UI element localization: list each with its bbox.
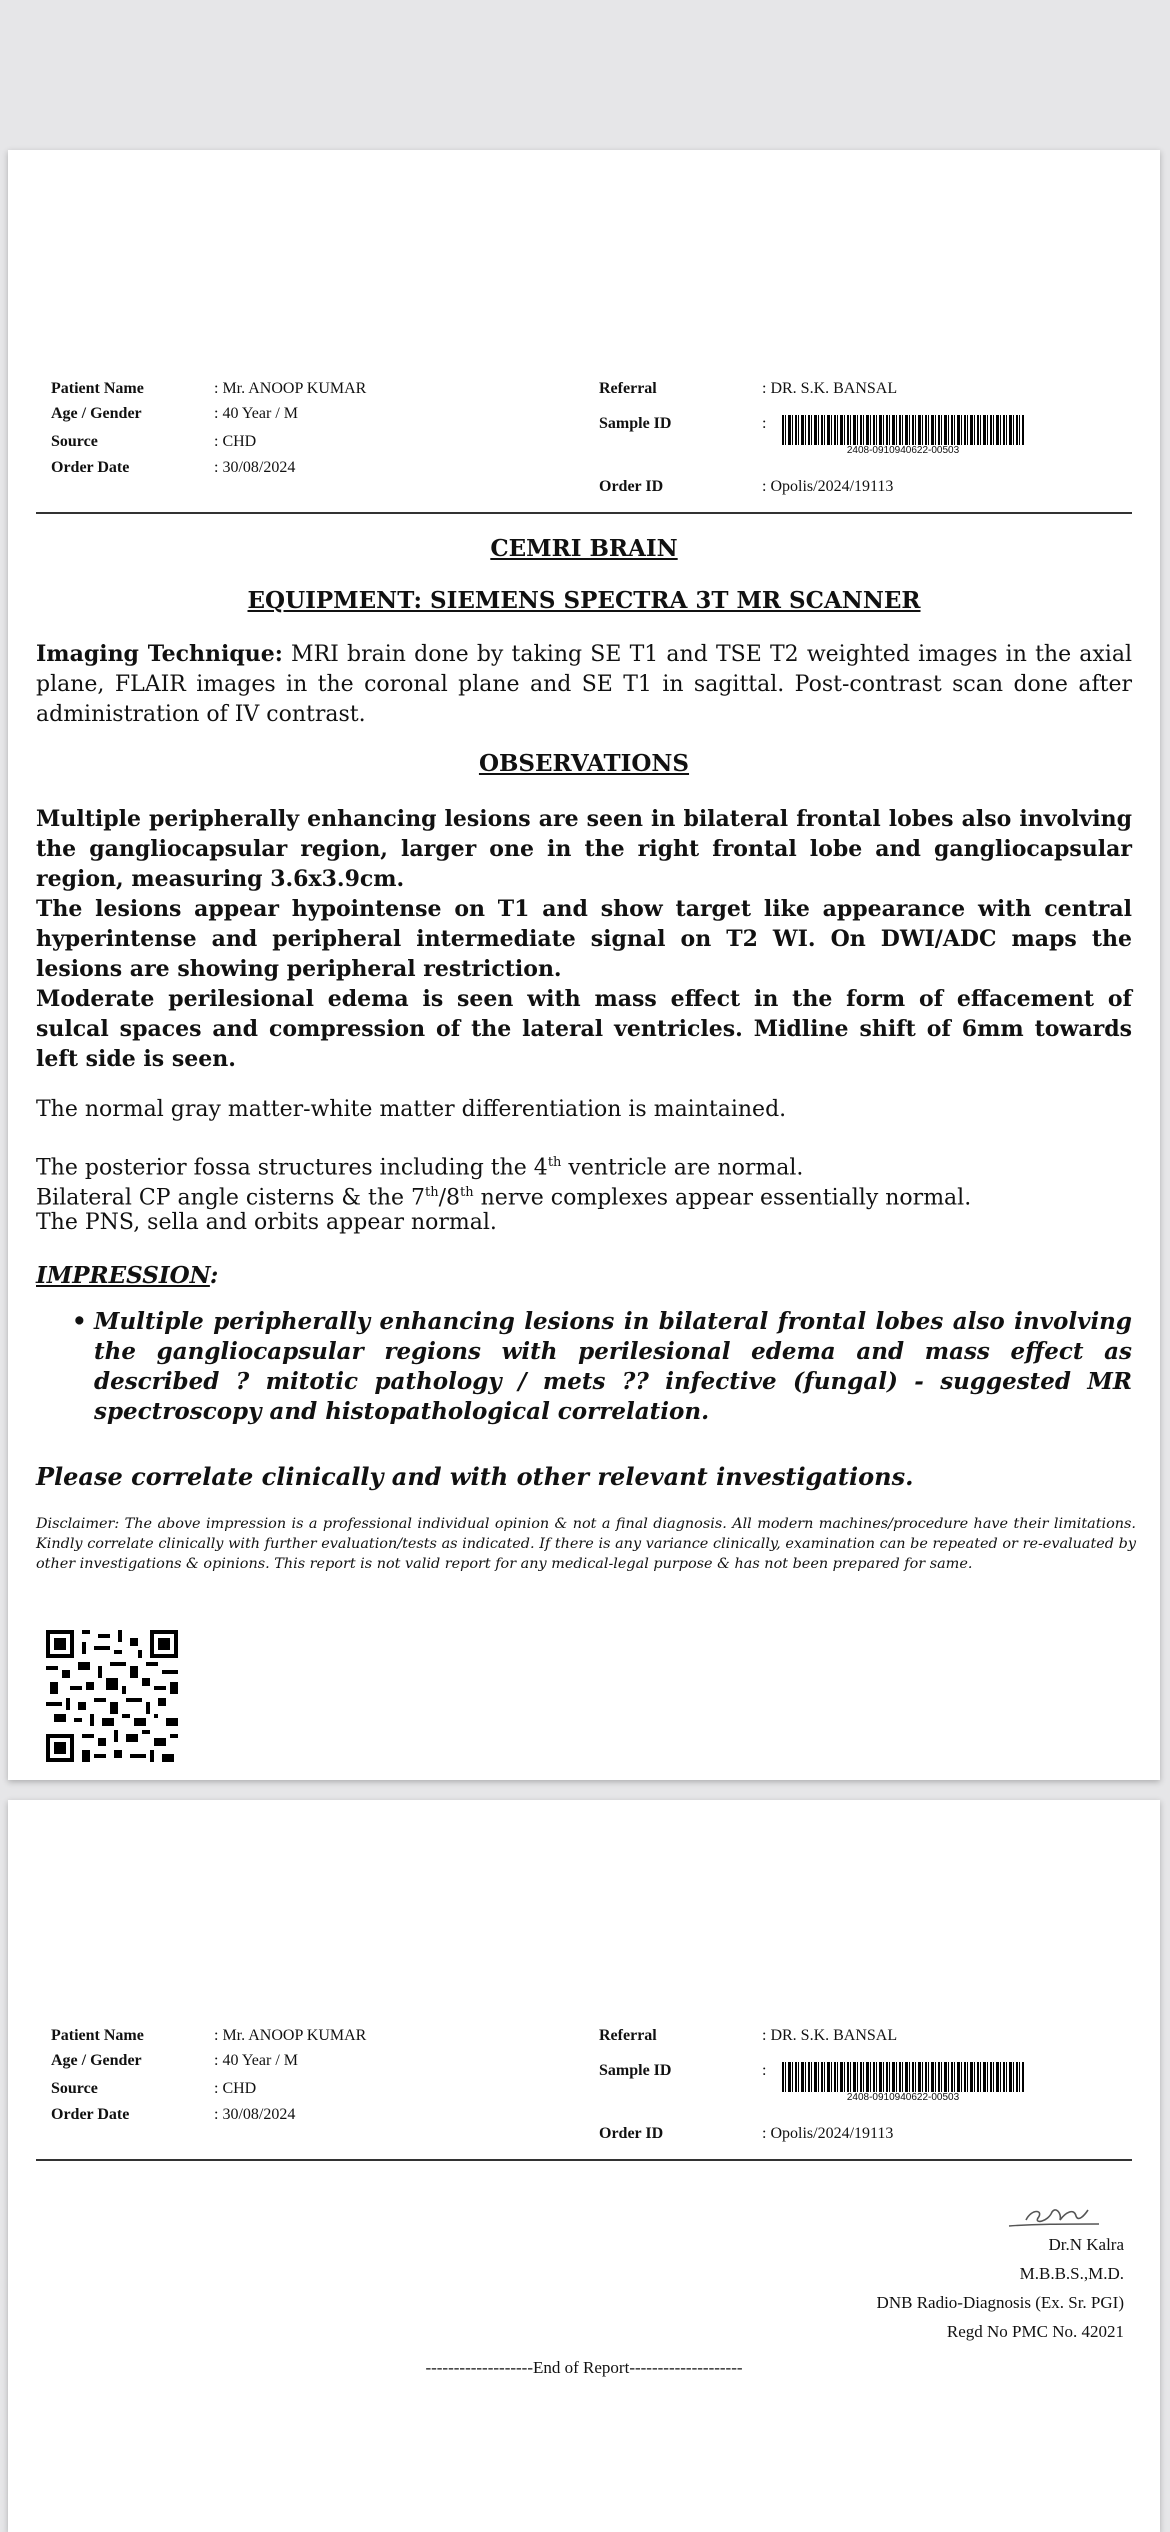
fossa-text-b: ventricle are normal. xyxy=(561,1155,804,1181)
correlate-note: Please correlate clinically and with other relevant investigations. xyxy=(36,1462,914,1491)
doctor-specialty: DNB Radio-Diagnosis (Ex. Sr. PGI) xyxy=(876,2293,1124,2312)
age-gender-label: Age / Gender xyxy=(51,405,142,422)
technique-text: MRI brain done by taking SE T1 and TSE T2 weighted images in the axial plane, FLAIR images in the coronal plane and SE T1 in sagittal. Post-contrast scan done after administration of IV contrast. xyxy=(36,642,1132,727)
order-id-label: Order ID xyxy=(599,478,664,495)
barcode-number: 2408-0910940622-00503 xyxy=(846,445,960,456)
cp-sup-2: th xyxy=(460,1185,474,1200)
barcode-number: 2408-0910940622-00503 xyxy=(846,2092,960,2103)
doctor-degree: M.B.B.S.,M.D. xyxy=(1019,2264,1124,2283)
cp-sup-1: th xyxy=(425,1185,439,1200)
referral-value: : DR. S.K. BANSAL xyxy=(762,380,898,397)
source-label: Source xyxy=(51,2080,98,2097)
barcode xyxy=(782,2062,1024,2103)
cp-text-c: nerve complexes appear essentially normal. xyxy=(473,1185,972,1211)
referral-value: : DR. S.K. BANSAL xyxy=(762,2027,898,2044)
source-value: : CHD xyxy=(214,2080,257,2097)
patient-name-value: : Mr. ANOOP KUMAR xyxy=(214,2027,367,2044)
sample-id-label: Sample ID xyxy=(599,415,672,432)
age-gender-label: Age / Gender xyxy=(51,2052,142,2069)
header-divider xyxy=(36,512,1132,514)
qr-code xyxy=(46,1630,178,1762)
doctor-name: Dr.N Kalra xyxy=(1048,2235,1124,2254)
source-label: Source xyxy=(51,433,98,450)
equipment-heading: EQUIPMENT: SIEMENS SPECTRA 3T MR SCANNER xyxy=(247,587,921,614)
order-date-label: Order Date xyxy=(51,459,130,476)
impression-text: Multiple peripherally enhancing lesions in bilateral frontal lobes also involving the gangliocapsular regions with perilesional edema and mass effect as described ? mitotic pathology / mets ?? infective (fungal) - suggested MR spectroscopy and histopathological correlation. xyxy=(94,1308,1132,1425)
referral-label: Referral xyxy=(599,2027,657,2044)
age-gender-value: : 40 Year / M xyxy=(214,2052,299,2069)
header-divider xyxy=(36,2159,1132,2161)
observations-title: OBSERVATIONS xyxy=(478,750,690,777)
age-gender-value: : 40 Year / M xyxy=(214,405,299,422)
order-date-label: Order Date xyxy=(51,2106,130,2123)
impression-colon: : xyxy=(209,1262,219,1289)
technique-label: Imaging Technique: xyxy=(36,641,283,667)
sample-id-colon: : xyxy=(762,415,767,432)
barcode-bars xyxy=(782,415,1024,445)
signature-block xyxy=(877,2230,1124,2346)
order-id-value: : Opolis/2024/19113 xyxy=(762,478,894,495)
imaging-technique xyxy=(36,639,1132,730)
observation-bold-2: The lesions appear hypointense on T1 and show target like appearance with central hyperintense and peripheral intermediate signal on T2 WI. On DWI/ADC maps the lesions are showing peripheral restriction. xyxy=(36,896,1132,982)
source-value: : CHD xyxy=(214,433,257,450)
cp-text-b: /8 xyxy=(438,1185,461,1211)
cp-text-a: Bilateral CP angle cisterns & the 7 xyxy=(36,1185,425,1211)
observation-gray-white: The normal gray matter-white matter differentiation is maintained. xyxy=(36,1097,787,1122)
report-title: CEMRI BRAIN xyxy=(490,535,678,562)
observation-bold-3: Moderate perilesional edema is seen with mass effect in the form of effacement of sulcal spaces and compression of the lateral ventricles. Midline shift of 6mm towards left side is seen. xyxy=(36,986,1132,1072)
fossa-text-a: The posterior fossa structures including the 4 xyxy=(36,1155,548,1181)
observation-pns: The PNS, sella and orbits appear normal. xyxy=(36,1210,497,1235)
report-page-1 xyxy=(8,150,1160,1780)
disclaimer: Disclaimer: The above impression is a professional individual opinion & not a final diagnosis. All modern machines/procedure have their limitations. Kindly correlate clinically with further evaluation/tests as indicated. If there is any variance clinically, examination can be repeated or re-evaluated by other investigations & opinions. This report is not valid report for any medical-legal purpose & has not been prepared for same. xyxy=(36,1516,1136,1572)
impression-item xyxy=(72,1307,1132,1427)
patient-name-label: Patient Name xyxy=(51,380,144,397)
fossa-sup: th xyxy=(547,1155,562,1170)
observation-bold-1: Multiple peripherally enhancing lesions are seen in bilateral frontal lobes also involving the gangliocapsular region, larger one in the right frontal lobe and gangliocapsular region, measuring 3.6x3.9cm. xyxy=(36,806,1132,892)
patient-name-label: Patient Name xyxy=(51,2027,144,2044)
end-of-report: -------------------End of Report-------------------- xyxy=(425,2358,743,2377)
barcode xyxy=(782,415,1024,456)
referral-label: Referral xyxy=(599,380,657,397)
impression-title: IMPRESSION xyxy=(36,1262,210,1289)
order-date-value: : 30/08/2024 xyxy=(214,459,296,476)
barcode-bars xyxy=(782,2062,1024,2092)
sample-id-label: Sample ID xyxy=(599,2062,672,2079)
report-page-2 xyxy=(8,1800,1160,2532)
handwritten-signature xyxy=(1004,2202,1104,2232)
sample-id-colon: : xyxy=(762,2062,767,2079)
impression-heading xyxy=(36,1262,218,1289)
order-id-label: Order ID xyxy=(599,2125,664,2142)
patient-name-value: : Mr. ANOOP KUMAR xyxy=(214,380,367,397)
order-date-value: : 30/08/2024 xyxy=(214,2106,296,2123)
bullet-dot: • xyxy=(72,1308,87,1335)
doctor-registration: Regd No PMC No. 42021 xyxy=(946,2322,1124,2341)
order-id-value: : Opolis/2024/19113 xyxy=(762,2125,894,2142)
